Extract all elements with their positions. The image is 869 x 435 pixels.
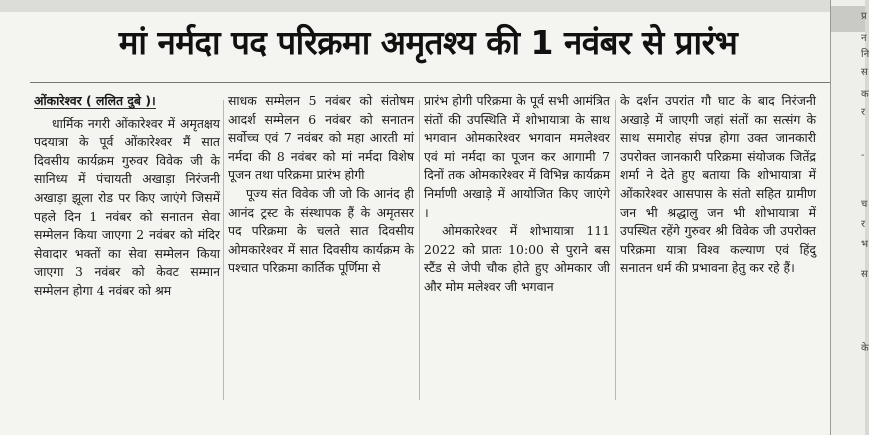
column-1-text: धार्मिक नगरी ओंकारेश्वर में अमृतक्षय पदयात्रा के पूर्व ओंकारेश्वर मैं सात दिवसीय कार्यक्रम गुरुवर विवेक जी के सानिध्य में पंचायती अखाड़ा निरंजनी अखाड़ा झूला रोड पर किए जाएंगे जिसमें पहले दिन 1 नवंबर को सनातन सेवा सम्मेलन किया जाएगा 2 नवंबर को मंदिर सेवादार भक्तों का सेवा सम्मेलन किया जाएगा 3 नवंबर को केवट सम्मान सम्मेलन होगा 4 नवंबर को श्रम	[34, 115, 220, 298]
edge-fragment: र	[861, 107, 866, 118]
headline: मां नर्मदा पद परिक्रमा अमृतश्य की 1 नवंबर से प्रारंभ	[118, 23, 738, 62]
column-divider	[223, 100, 224, 400]
edge-fragment: च	[861, 199, 868, 210]
column-divider	[615, 100, 616, 400]
edge-fragment: र	[861, 219, 866, 230]
column-3-text-a: प्रारंभ होगी परिक्रमा के पूर्व सभी आमंत्रित संतों की उपस्थिति में शोभायात्रा के साथ भगवान ओमकारेश्वर भगवान ममलेश्वर एवं मां नर्मदा का पूजन कर आगामी 7 दिनों तक ओमकारेश्वर में विभिन्न कार्यक्रम निर्माणी अखाड़े में आयोजित किए जाएंगे ।	[424, 93, 610, 220]
column-divider	[419, 100, 420, 400]
edge-fragment: भ	[861, 239, 869, 250]
edge-fragment: स	[861, 269, 868, 280]
article-column-4	[620, 92, 816, 422]
column-2-text-b: पूज्य संत विवेक जी जो कि आनंद ही आनंद ट्रस्ट के संस्थापक हैं के अमृतसर पद परिक्रमा के चलते सात दिवसीय ओमकारेश्वर में सात दिवसीय कार्यक्रम के पश्चात परिक्रमा कार्तिक पूर्णिमा से	[228, 185, 414, 276]
edge-fragment: न	[861, 33, 867, 44]
edge-header-bar	[831, 6, 865, 32]
article-column-1	[34, 92, 220, 422]
article-column-3	[424, 92, 610, 422]
column-3-text-b: ओमकारेश्वर में शोभायात्रा 111 2022 को प्रातः 10:00 से पुराने बस स्टैंड से जेपी चौक होते हुए ओमकार जी और मोम मलेश्वर जी भगवान	[424, 223, 610, 294]
column-2-text-a: साधक सम्मेलन 5 नवंबर को संतोषम आदर्श सम्मेलन 6 नवंबर को सनातन सर्वोच्च एवं 7 नवंबर को महा आरती मां नर्मदा की 8 नवंबर को मां नर्मदा विशेष पूजन तथा परिक्रमा प्रारंभ होगी	[228, 93, 414, 183]
edge-fragment: स	[861, 67, 868, 78]
edge-fragment: के	[861, 343, 869, 354]
article-column-2	[228, 92, 414, 422]
column-4-text: के दर्शन उपरांत गौ घाट के बाद निरंजनी अखाड़े में जाएगी जहां संतों का सत्संग के साथ समारोह संपन्न होगा उक्त जानकारी उपरोक्त जानकारी परिक्रमा संयोजक जितेंद्र शर्मा ने देते हुए बताया कि शोभायात्रा में ओंकारेश्वर आसपास के संतो सहित ग्रामीण जन भी श्रद्धालु जन भी शोभायात्रा में उपस्थित रहेंगे गुरुवर श्री विवेक जी उपरोक्त परिक्रमा यात्रा विश्व कल्याण एवं हिंदु सनातन धर्म की प्रभावना हेतु कर रहे हैं।	[620, 93, 816, 276]
edge-fragment: नि	[861, 49, 869, 60]
dateline: ओंकारेश्वर ( ललित दुबे )।	[34, 93, 156, 108]
adjacent-article-edge	[830, 0, 869, 435]
edge-fragment: क	[861, 89, 869, 100]
edge-fragment: -	[861, 150, 865, 161]
edge-fragment: प्र	[861, 11, 867, 22]
headline-rule	[30, 82, 830, 83]
